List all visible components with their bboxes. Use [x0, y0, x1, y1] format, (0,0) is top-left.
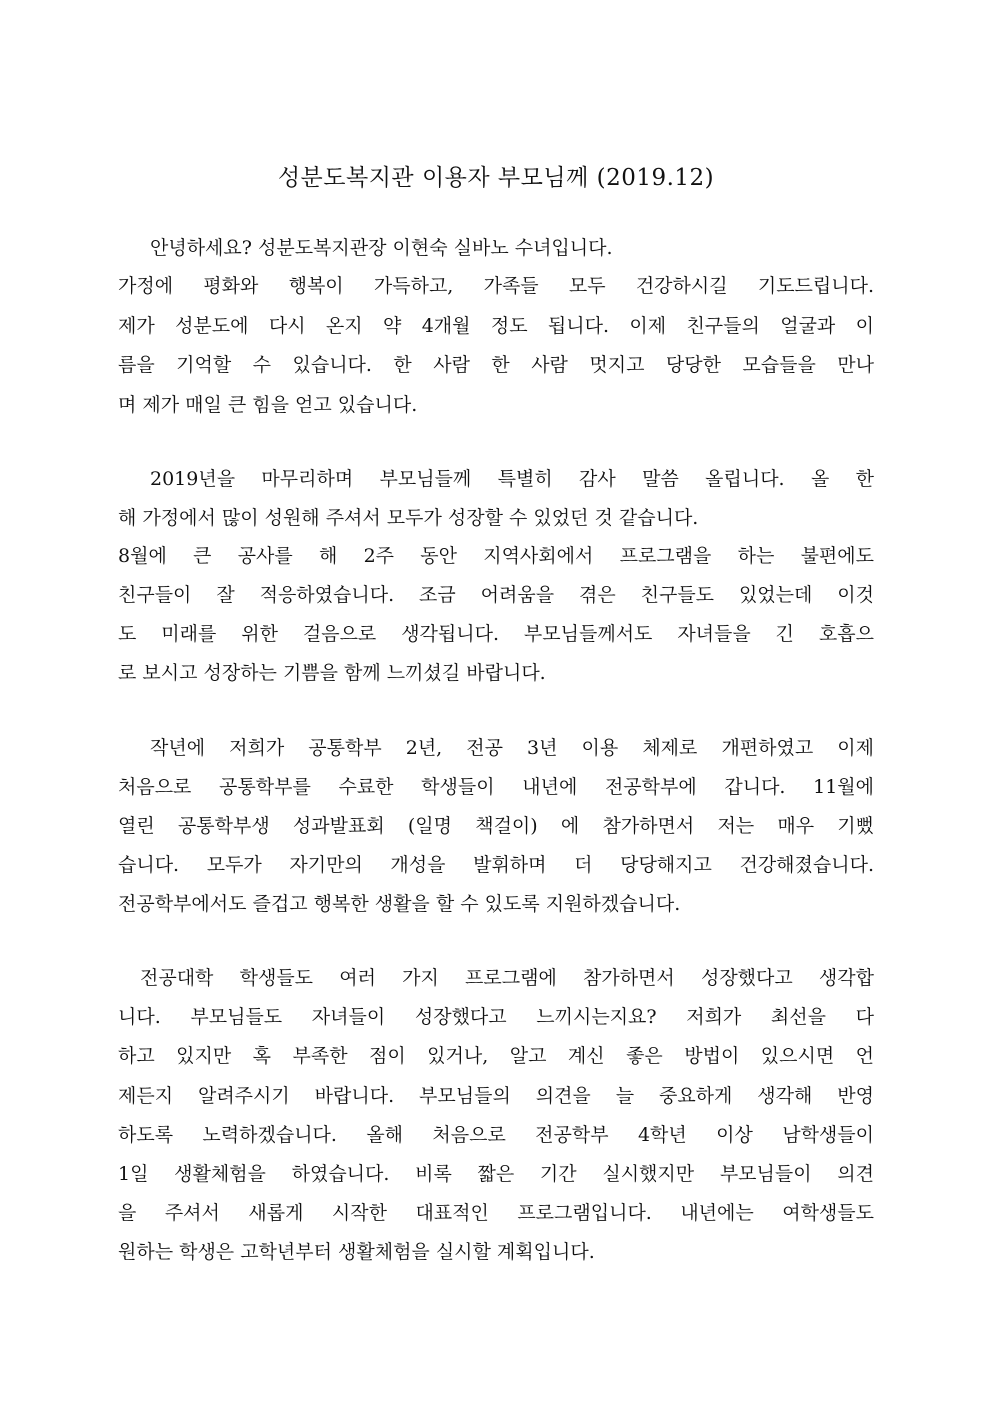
- paragraph-3-line-2: 처음으로 공통학부를 수료한 학생들이 내년에 전공학부에 갑니다. 11월에: [118, 776, 874, 798]
- paragraph-3-line-3: 열린 공통학부생 성과발표회 (일명 책걸이) 에 참가하면서 저는 매우 기뻤: [118, 815, 874, 837]
- paragraph-3-line-5: 전공학부에서도 즐겁고 행복한 생활을 할 수 있도록 지원하겠습니다.: [118, 893, 681, 915]
- paragraph-4-line-3: 하고 있지만 혹 부족한 점이 있거나, 알고 계신 좋은 방법이 있으시면 언: [118, 1045, 874, 1067]
- paragraph-4-line-7: 을 주셔서 새롭게 시작한 대표적인 프로그램입니다. 내년에는 여학생들도: [118, 1202, 874, 1224]
- paragraph-3-line-1: 작년에 저희가 공통학부 2년, 전공 3년 이용 체제로 개편하였고 이제: [150, 737, 874, 759]
- paragraph-4-line-4: 제든지 알려주시기 바랍니다. 부모님들의 의견을 늘 중요하게 생각해 반영: [118, 1085, 874, 1107]
- paragraph-2-line-1: 2019년을 마무리하며 부모님들께 특별히 감사 말씀 올립니다. 올 한: [150, 468, 874, 490]
- paragraph-1-line-5: 며 제가 매일 큰 힘을 얻고 있습니다.: [118, 394, 418, 416]
- paragraph-4-line-2: 니다. 부모님들도 자녀들이 성장했다고 느끼시는지요? 저희가 최선을 다: [118, 1006, 874, 1028]
- paragraph-1-line-4: 름을 기억할 수 있습니다. 한 사람 한 사람 멋지고 당당한 모습들을 만나: [118, 354, 874, 376]
- paragraph-1-line-2: 가정에 평화와 행복이 가득하고, 가족들 모두 건강하시길 기도드립니다.: [118, 275, 874, 297]
- paragraph-4-line-1: 전공대학 학생들도 여러 가지 프로그램에 참가하면서 성장했다고 생각합: [140, 967, 874, 989]
- paragraph-3-line-4: 습니다. 모두가 자기만의 개성을 발휘하며 더 당당해지고 건강해졌습니다.: [118, 854, 874, 876]
- paragraph-2-line-3: 8월에 큰 공사를 해 2주 동안 지역사회에서 프로그램을 하는 불편에도: [118, 545, 874, 567]
- paragraph-4-line-6: 1일 생활체험을 하였습니다. 비록 짧은 기간 실시했지만 부모님들이 의견: [118, 1163, 874, 1185]
- paragraph-1-line-1: 안녕하세요? 성분도복지관장 이현숙 실바노 수녀입니다.: [150, 237, 613, 259]
- paragraph-1-line-3: 제가 성분도에 다시 온지 약 4개월 정도 됩니다. 이제 친구들의 얼굴과 이: [118, 315, 874, 337]
- paragraph-2-line-5: 도 미래를 위한 걸음으로 생각됩니다. 부모님들께서도 자녀들을 긴 호흡으: [118, 623, 874, 645]
- paragraph-2-line-4: 친구들이 잘 적응하였습니다. 조금 어려움을 겪은 친구들도 있었는데 이것: [118, 584, 874, 606]
- paragraph-4-line-8: 원하는 학생은 고학년부터 생활체험을 실시할 계획입니다.: [118, 1241, 595, 1263]
- document-title: 성분도복지관 이용자 부모님께 (2019.12): [277, 165, 715, 191]
- paragraph-4-line-5: 하도록 노력하겠습니다. 올해 처음으로 전공학부 4학년 이상 남학생들이: [118, 1124, 874, 1146]
- paragraph-2-line-2: 해 가정에서 많이 성원해 주셔서 모두가 성장할 수 있었던 것 같습니다.: [118, 507, 699, 529]
- paragraph-2-line-6: 로 보시고 성장하는 기쁨을 함께 느끼셨길 바랍니다.: [118, 662, 546, 684]
